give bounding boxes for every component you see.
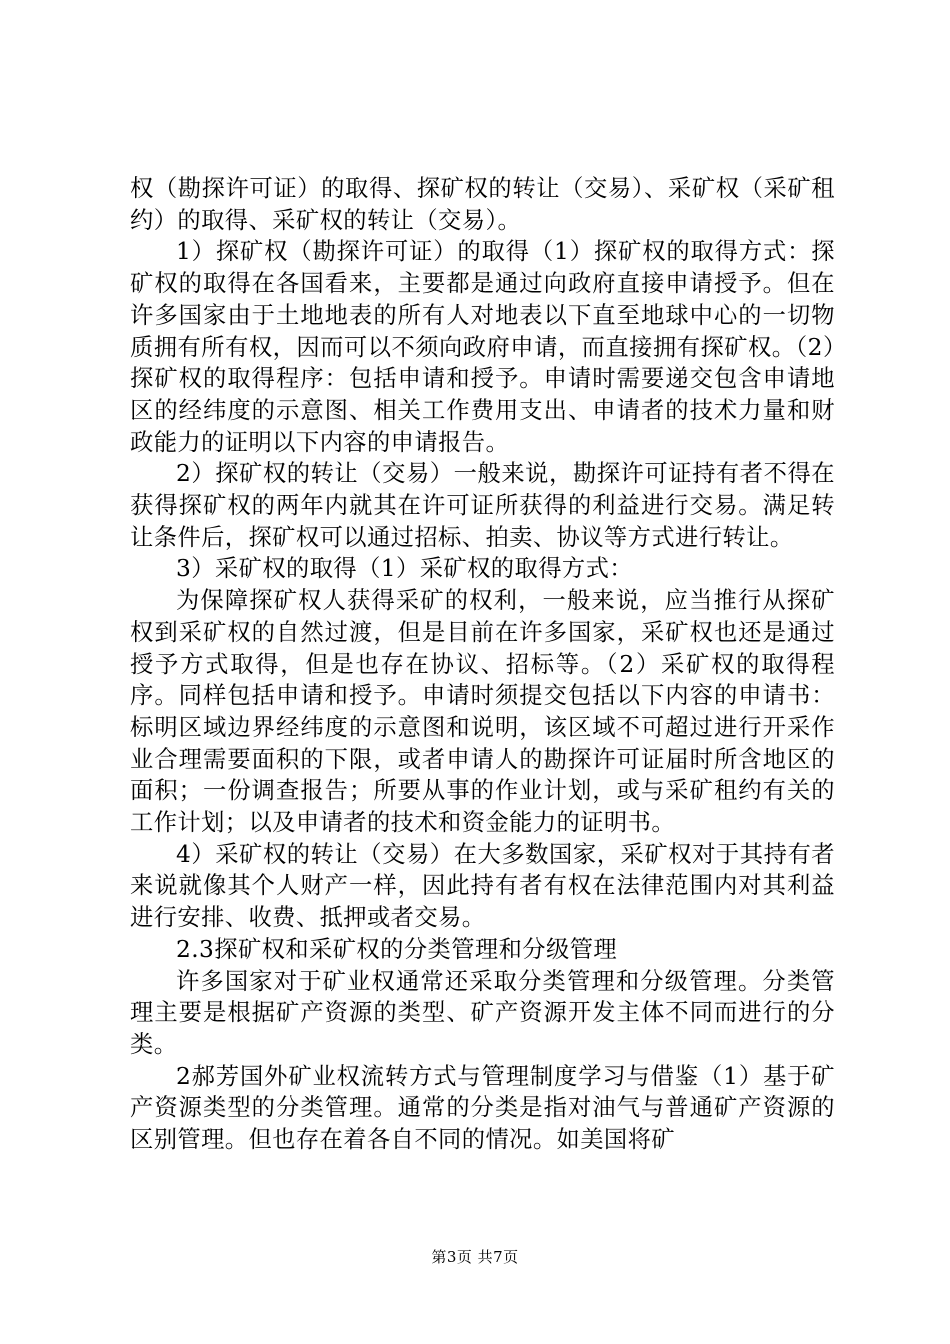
page-footer: 第3页 共7页	[431, 1248, 519, 1266]
paragraph-mining-right-acquisition: 为保障探矿权人获得采矿的权利，一般来说，应当推行从探矿权到采矿权的自然过渡，但是目前在许多国家，采矿权也还是通过授予方式取得，但是也存在协议、招标等。（2）采矿权的取得程序。同样包括申请和授予。申请时须提交包括以下内容的申请书：标明区域边界经纬度的示意图和说明，该区域不可超过进行开采作业合理需要面积的下限，或者申请人的勘探许可证届时所含地区的面积；一份调查报告；所要从事的作业计划，或与采矿租约有关的工作计划；以及申请者的技术和资金能力的证明书。	[130, 587, 835, 837]
paragraph-continuation: 权（勘探许可证）的取得、探矿权的转让（交易）、采矿权（采矿租约）的取得、采矿权的转让（交易）。	[130, 175, 835, 234]
paragraph-exploration-right-transfer: 2）探矿权的转让（交易）一般来说，勘探许可证持有者不得在获得探矿权的两年内就其在许可证所获得的利益进行交易。满足转让条件后，探矿权可以通过招标、拍卖、协议等方式进行转让。	[130, 460, 835, 551]
paragraph-mining-right-acquisition-heading: 3）采矿权的取得（1）采矿权的取得方式：	[176, 555, 633, 583]
section-heading-2-3: 2.3探矿权和采矿权的分类管理和分级管理	[176, 935, 618, 963]
document-body	[130, 173, 835, 1156]
paragraph-exploration-right-acquisition: 1）探矿权（勘探许可证）的取得（1）探矿权的取得方式：探矿权的取得在各国看来，主要都是通过向政府直接申请授予。但在许多国家由于土地地表的所有人对地表以下直至地球中心的一切物质拥有所有权，因而可以不须向政府申请，而直接拥有探矿权。（2）探矿权的取得程序：包括申请和授予。申请时需要递交包含申请地区的经纬度的示意图、相关工作费用支出、申请者的技术力量和财政能力的证明以下内容的申请报告。	[130, 238, 835, 456]
paragraph-resource-type-management: 2郝芳国外矿业权流转方式与管理制度学习与借鉴（1）基于矿产资源类型的分类管理。通常的分类是指对油气与普通矿产资源的区别管理。但也存在着各自不同的情况。如美国将矿	[130, 1062, 835, 1154]
paragraph-classification-management: 许多国家对于矿业权通常还采取分类管理和分级管理。分类管理主要是根据矿产资源的类型、矿产资源开发主体不同而进行的分类。	[130, 967, 835, 1058]
paragraph-mining-right-transfer: 4）采矿权的转让（交易）在大多数国家，采矿权对于其持有者来说就像其个人财产一样，因此持有者有权在法律范围内对其利益进行安排、收费、抵押或者交易。	[130, 840, 835, 932]
